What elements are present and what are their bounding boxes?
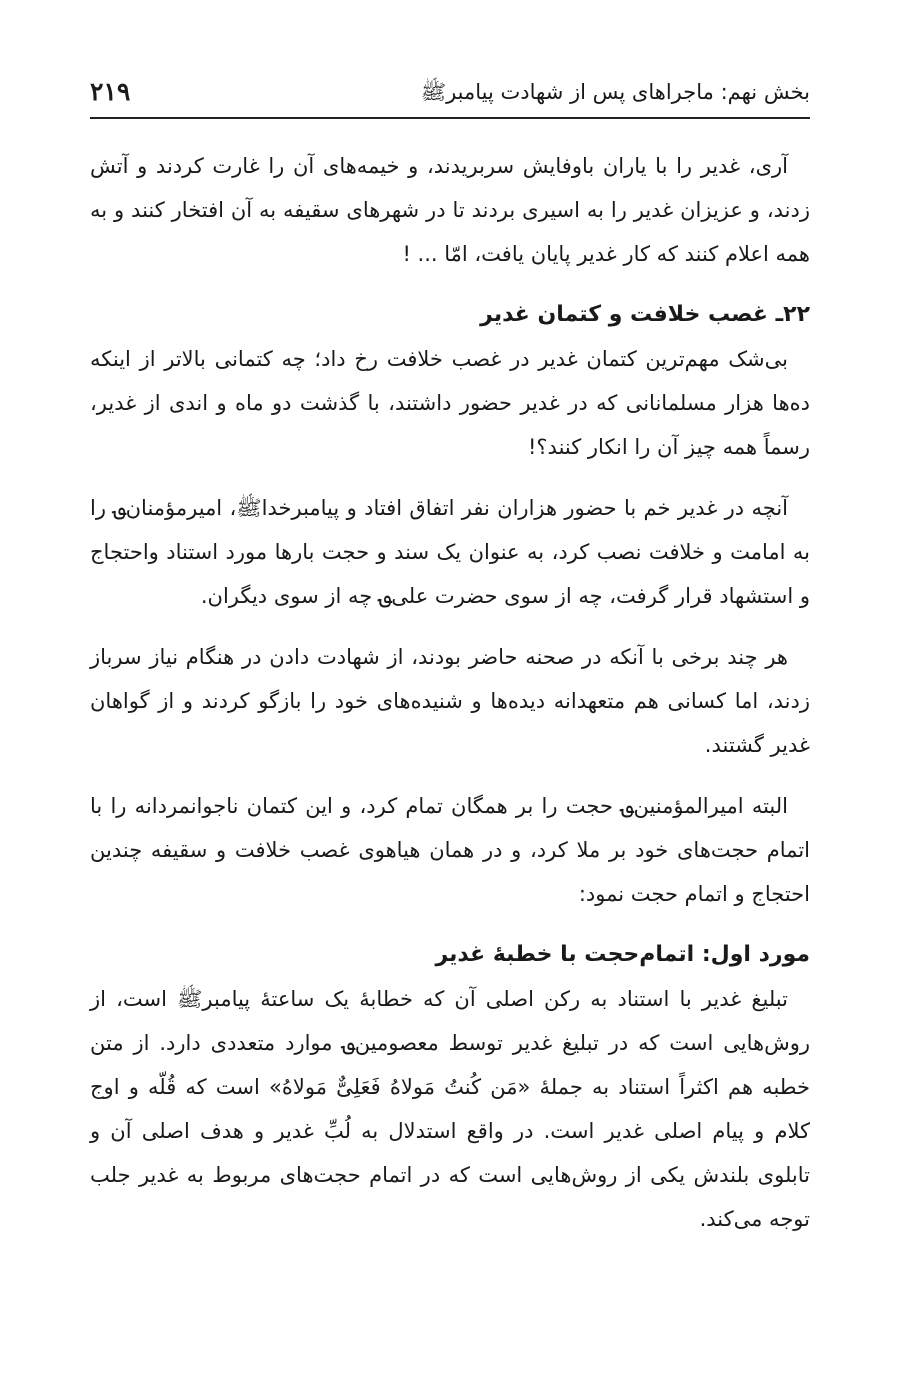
header-rule (90, 117, 810, 119)
book-page (90, 0, 810, 1390)
paragraph: البته امیرالمؤمنین؈ حجت را بر همگان تمام کرد، و این کتمان ناجوانمردانه را با اتمام حجت‌های خود بر ملا کرد، و در همان هیاهوی غصب خلافت و سقیفه چندین احتجاج و اتمام حجت نمود: (90, 794, 810, 906)
paragraph: آنچه در غدیر خم با حضور هزاران نفر اتفاق افتاد و پیامبرخداﷺ، امیرمؤمنان؈ را به امامت و خلافت نصب کرد، به عنوان یک سند و حجت بارها مورد استناد واحتجاج و استشهاد قرار گرفت، چه از سوی حضرت علی؈ چه از سوی دیگران. (90, 496, 810, 608)
page-body (90, 144, 810, 1258)
paragraph: آری، غدیر را با یاران باوفایش سربریدند، و خیمه‌های آن را غارت کردند و آتش زدند، و عزیزان غدیر را به اسیری بردند تا در شهرهای سقیفه به آن افتخار کنند و به همه اعلام کنند که کار غدیر پایان یافت، امّا ... ! (90, 154, 810, 266)
running-title: بخش نهم: ماجراهای پس از شهادت پیامبرﷺ (420, 80, 810, 104)
running-header (90, 72, 810, 112)
section-heading: ۲۲ـ غصب خلافت و کتمان غدیر (480, 302, 810, 327)
paragraph: بی‌شک مهم‌ترین کتمان غدیر در غصب خلافت رخ داد؛ چه کتمانی بالاتر از اینکه ده‌ها هزار مسلمانانی که در غدیر حضور داشتند، با گذشت دو ماه و اندی از غدیر، رسماً همه چیز آن را انکار کنند؟! (90, 347, 810, 459)
paragraph: تبلیغ غدیر با استناد به رکن اصلی آن که خطابهٔ یک ساعتهٔ پیامبرﷺ است، از روش‌هایی است که در تبلیغ غدیر توسط معصومین؈ موارد متعددی دارد. از متن خطبه هم اکثراً استناد به جملهٔ «مَن کُنتُ مَولاهُ فَعَلِیٌّ مَولاهُ» است که قُلّه و اوج کلام و پیام اصلی غدیر است. در واقع استدلال به لُبِّ غدیر و هدف اصلی آن و تابلوی بلندش یکی از روش‌هایی است که در اتمام حجت‌های مربوط به غدیر جلب توجه می‌کند. (90, 987, 810, 1231)
section-heading: مورد اول: اتمام‌حجت با خطبهٔ غدیر (435, 942, 810, 967)
paragraph: هر چند برخی با آنکه در صحنه حاضر بودند، از شهادت دادن در هنگام نیاز سرباز زدند، اما کسانی هم متعهدانه دیده‌ها و شنیده‌های خود را بازگو کردند و از گواهان غدیر گشتند. (90, 645, 810, 757)
page-number: ۲۱۹ (90, 77, 131, 106)
